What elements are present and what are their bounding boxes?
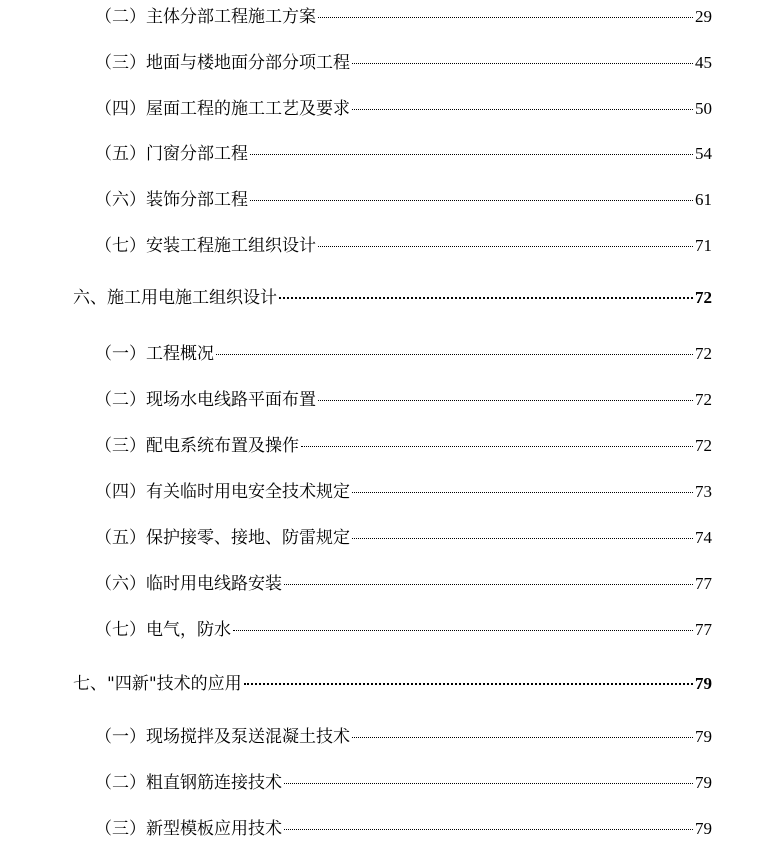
toc-entry-page: 72: [695, 344, 712, 363]
toc-entry[interactable]: [95, 187, 712, 213]
dot-leader: [250, 154, 693, 155]
toc-entry-page: 74: [695, 528, 712, 547]
toc-entry-chapter[interactable]: [73, 671, 712, 697]
toc-entry-label: （五）保护接零、接地、防雷规定: [95, 528, 350, 548]
toc-entry-label: （二）粗直钢筋连接技术: [95, 773, 282, 793]
dot-leader: [250, 200, 693, 201]
toc-entry[interactable]: [95, 770, 712, 796]
toc-entry-label: （四）屋面工程的施工工艺及要求: [95, 99, 350, 119]
toc-entry-page: 29: [695, 7, 712, 26]
toc-entry-page: 79: [695, 819, 712, 838]
toc-entry-label: （三）新型模板应用技术: [95, 819, 282, 839]
dot-leader: [284, 584, 693, 585]
toc-entry-label: （四）有关临时用电安全技术规定: [95, 482, 350, 502]
dot-leader: [352, 492, 693, 493]
dot-leader: [352, 737, 693, 738]
toc-entry-label: 六、施工用电施工组织设计: [73, 288, 277, 308]
toc-entry-page: 79: [695, 727, 712, 746]
toc-entry-page: 77: [695, 574, 712, 593]
dot-leader: [284, 829, 693, 830]
dot-leader: [244, 683, 693, 685]
dot-leader: [352, 538, 693, 539]
toc-entry-label: （七）安装工程施工组织设计: [95, 236, 316, 256]
toc-entry-page: 72: [695, 288, 712, 307]
toc-entry[interactable]: [95, 233, 712, 259]
dot-leader: [279, 297, 693, 299]
toc-entry-label: （三）地面与楼地面分部分项工程: [95, 53, 350, 73]
toc-entry-label: （二）主体分部工程施工方案: [95, 7, 316, 27]
toc-entry[interactable]: [95, 433, 712, 459]
toc-entry[interactable]: [95, 816, 712, 842]
toc-entry[interactable]: [95, 4, 712, 30]
toc-entry[interactable]: [95, 341, 712, 367]
toc-entry-label: （七）电气，防水: [95, 620, 231, 640]
toc-entry[interactable]: [95, 525, 712, 551]
dot-leader: [318, 246, 693, 247]
toc-entry-page: 45: [695, 53, 712, 72]
toc-entry[interactable]: [95, 96, 712, 122]
toc-entry[interactable]: [95, 387, 712, 413]
dot-leader: [352, 63, 693, 64]
dot-leader: [284, 783, 693, 784]
toc-entry-label: （六）临时用电线路安装: [95, 574, 282, 594]
toc-entry-page: 77: [695, 620, 712, 639]
toc-entry-page: 61: [695, 190, 712, 209]
dot-leader: [318, 400, 693, 401]
toc-entry-page: 79: [695, 773, 712, 792]
dot-leader: [318, 17, 693, 18]
toc-entry-label: （三）配电系统布置及操作: [95, 436, 299, 456]
dot-leader: [233, 630, 693, 631]
toc-entry-page: 73: [695, 482, 712, 501]
toc-entry-page: 79: [695, 674, 712, 693]
toc-entry-label: 七、"四新"技术的应用: [73, 674, 242, 694]
dot-leader: [301, 446, 693, 447]
dot-leader: [352, 109, 693, 110]
toc-entry-label: （五）门窗分部工程: [95, 144, 248, 164]
toc-entry[interactable]: [95, 571, 712, 597]
toc-entry-page: 72: [695, 390, 712, 409]
toc-entry[interactable]: [95, 724, 712, 750]
toc-entry-page: 54: [695, 144, 712, 163]
toc-entry-label: （六）装饰分部工程: [95, 190, 248, 210]
toc-entry-page: 71: [695, 236, 712, 255]
toc-entry-label: （二）现场水电线路平面布置: [95, 390, 316, 410]
toc-entry-label: （一）现场搅拌及泵送混凝土技术: [95, 727, 350, 747]
toc-entry-page: 72: [695, 436, 712, 455]
toc-entry-chapter[interactable]: [73, 285, 712, 311]
dot-leader: [216, 354, 693, 355]
toc-entry[interactable]: [95, 50, 712, 76]
toc-entry-page: 50: [695, 99, 712, 118]
toc-entry[interactable]: [95, 141, 712, 167]
toc-entry[interactable]: [95, 617, 712, 643]
toc-entry-label: （一）工程概况: [95, 344, 214, 364]
toc-entry[interactable]: [95, 479, 712, 505]
